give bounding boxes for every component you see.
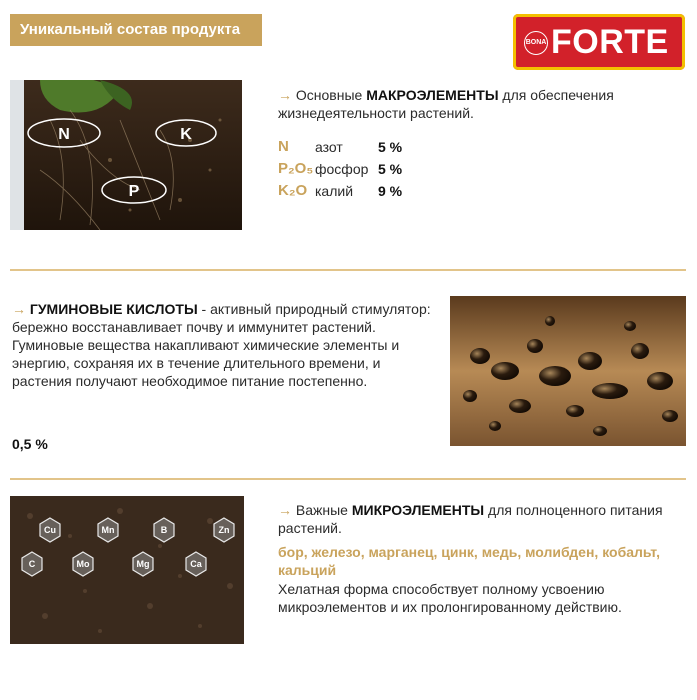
nutrient-list <box>278 136 478 202</box>
brand-logo <box>513 14 685 70</box>
element-label: B <box>160 525 168 535</box>
macro-pre: Основные <box>295 87 367 103</box>
nutrient-symbol: P₂O₅ <box>278 160 314 177</box>
soil-roots-photo <box>10 80 242 230</box>
section-title: Уникальный состав продукта <box>10 14 262 46</box>
photo-label-p: P <box>128 183 140 200</box>
arrow-icon: → <box>12 301 26 317</box>
element-label: Mn <box>101 525 115 535</box>
nutrient-symbol: N <box>278 138 289 155</box>
nutrient-name: калий <box>315 183 354 199</box>
humic-post: - активный природный стимулятор: бережно восстанавливает почву и иммунитет растений. Гуминовые вещества накапливают химические элементы и энергию, сохраняя их в течение длительного времени, и растения получают необходимое питание постепенно. <box>12 301 431 389</box>
nutrient-percent: 5 % <box>378 161 403 177</box>
nutrient-name: фосфор <box>315 161 369 177</box>
section-divider <box>10 269 686 271</box>
macro-heading: МАКРОЭЛЕМЕНТЫ <box>366 87 499 103</box>
arrow-icon: → <box>278 502 292 518</box>
macro-post: для обеспечения жизнедеятельности растений. <box>278 87 614 121</box>
brand-name: FORTE <box>551 23 669 61</box>
element-label: Cu <box>44 525 56 535</box>
macro-intro-text <box>278 86 678 122</box>
brand-small-label: BONA <box>524 31 548 55</box>
micro-post: для полноценного питания растений. <box>278 502 663 536</box>
element-label: Ca <box>190 559 202 569</box>
element-label: Mo <box>76 559 90 569</box>
micro-heading: МИКРОЭЛЕМЕНТЫ <box>351 502 485 518</box>
micro-note: Хелатная форма способствует полному усвоению микроэлементов и их пролонгированному действию. <box>278 581 622 615</box>
nutrient-percent: 5 % <box>378 139 403 155</box>
humic-heading: ГУМИНОВЫЕ КИСЛОТЫ <box>29 301 198 317</box>
element-label: Zn <box>218 525 230 535</box>
nutrient-row <box>278 158 478 180</box>
photo-label-n: N <box>58 126 70 143</box>
humic-text <box>12 300 432 390</box>
micro-intro-text <box>278 501 683 537</box>
humic-percent: 0,5 % <box>12 436 48 452</box>
nutrient-symbol: K₂O <box>278 182 308 199</box>
element-label: Mg <box>136 559 150 569</box>
nutrient-row <box>278 180 478 202</box>
micro-element-list: бор, железо, марганец, цинк, медь, молибден, кобальт, кальций <box>278 544 660 578</box>
nutrient-name: азот <box>315 139 343 155</box>
arrow-icon: → <box>278 87 292 103</box>
humic-splash-photo <box>450 296 686 446</box>
micro-pre: Важные <box>295 502 352 518</box>
photo-label-k: K <box>180 126 192 143</box>
soil-microelements-photo <box>10 496 244 644</box>
element-label: C <box>28 559 36 569</box>
nutrient-percent: 9 % <box>378 183 403 199</box>
section-divider <box>10 478 686 480</box>
nutrient-row <box>278 136 478 158</box>
